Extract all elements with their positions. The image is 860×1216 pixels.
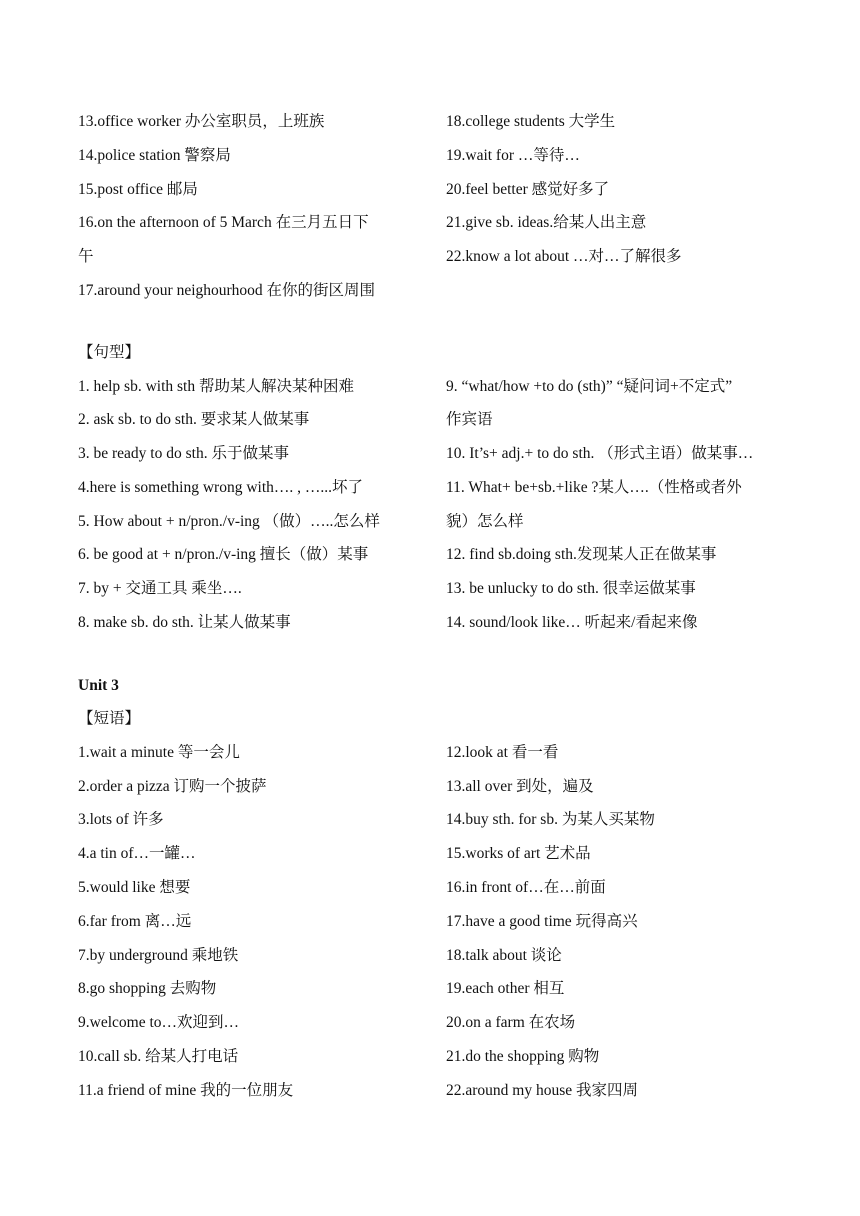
phrase-line: 20.on a farm 在农场 <box>446 1014 576 1031</box>
pattern-line: 13. be unlucky to do sth. 很幸运做某事 <box>446 580 696 597</box>
pattern-line: 4.here is something wrong with…. , …...坏了 <box>78 479 364 496</box>
pattern-line: 1. help sb. with sth 帮助某人解决某种困难 <box>78 378 354 395</box>
phrase-line: 5.would like 想要 <box>78 879 191 896</box>
pattern-line: 5. How about + n/pron./v-ing （做）…..怎么样 <box>78 513 380 530</box>
pattern-line: 14. sound/look like… 听起来/看起来像 <box>446 614 698 631</box>
phrase-line: 14.buy sth. for sb. 为某人买某物 <box>446 811 655 828</box>
phrase-line: 22.around my house 我家四周 <box>446 1082 639 1099</box>
phrase-line: 18.college students 大学生 <box>446 113 616 130</box>
pattern-line: 3. be ready to do sth. 乐于做某事 <box>78 445 289 462</box>
unit-title: Unit 3 <box>78 677 119 694</box>
phrase-line: 6.far from 离…远 <box>78 913 192 930</box>
pattern-line: 貌）怎么样 <box>446 513 524 530</box>
phrase-line: 19.wait for …等待… <box>446 147 580 164</box>
pattern-line: 9. “what/how +to do (sth)” “疑问词+不定式” <box>446 378 733 395</box>
pattern-line: 6. be good at + n/pron./v-ing 擅长（做）某事 <box>78 546 369 563</box>
phrase-line: 18.talk about 谈论 <box>446 947 562 964</box>
phrase-line: 15.post office 邮局 <box>78 181 198 198</box>
phrase-line: 4.a tin of…一罐… <box>78 845 196 862</box>
phrase-line: 13.office worker 办公室职员，上班族 <box>78 113 325 130</box>
phrase-line: 21.do the shopping 购物 <box>446 1048 600 1065</box>
phrase-line: 9.welcome to…欢迎到… <box>78 1014 240 1031</box>
phrase-line: 12.look at 看一看 <box>446 744 559 761</box>
phrase-line: 17.around your neighourhood 在你的街区周围 <box>78 282 376 299</box>
pattern-line: 10. It’s+ adj.+ to do sth. （形式主语）做某事… <box>446 445 754 462</box>
pattern-line: 8. make sb. do sth. 让某人做某事 <box>78 614 291 631</box>
phrase-line: 2.order a pizza 订购一个披萨 <box>78 778 267 795</box>
phrase-line: 11.a friend of mine 我的一位朋友 <box>78 1082 294 1099</box>
phrase-line: 16.on the afternoon of 5 March 在三月五日下 <box>78 214 369 231</box>
pattern-line: 11. What+ be+sb.+like ?某人….（性格或者外 <box>446 479 742 496</box>
phrase-line: 3.lots of 许多 <box>78 811 164 828</box>
phrase-line: 19.each other 相互 <box>446 980 565 997</box>
pattern-line: 2. ask sb. to do sth. 要求某人做某事 <box>78 411 310 428</box>
section-heading-phrases: 【短语】 <box>78 710 141 727</box>
pattern-line: 12. find sb.doing sth.发现某人正在做某事 <box>446 546 717 563</box>
phrase-line: 午 <box>78 248 94 265</box>
phrase-line: 22.know a lot about …对…了解很多 <box>446 248 682 265</box>
phrase-line: 17.have a good time 玩得高兴 <box>446 913 638 930</box>
phrase-line: 15.works of art 艺术品 <box>446 845 591 862</box>
pattern-line: 作宾语 <box>446 411 493 428</box>
phrase-line: 13.all over 到处，遍及 <box>446 778 594 795</box>
phrase-line: 16.in front of…在…前面 <box>446 879 606 896</box>
phrase-line: 7.by underground 乘地铁 <box>78 947 239 964</box>
phrase-line: 21.give sb. ideas.给某人出主意 <box>446 214 647 231</box>
phrase-line: 10.call sb. 给某人打电话 <box>78 1048 239 1065</box>
pattern-line: 7. by + 交通工具 乘坐…. <box>78 580 242 597</box>
phrase-line: 20.feel better 感觉好多了 <box>446 181 610 198</box>
phrase-line: 8.go shopping 去购物 <box>78 980 217 997</box>
phrase-line: 14.police station 警察局 <box>78 147 231 164</box>
section-heading-sentence-patterns: 【句型】 <box>78 344 141 361</box>
phrase-line: 1.wait a minute 等一会儿 <box>78 744 240 761</box>
